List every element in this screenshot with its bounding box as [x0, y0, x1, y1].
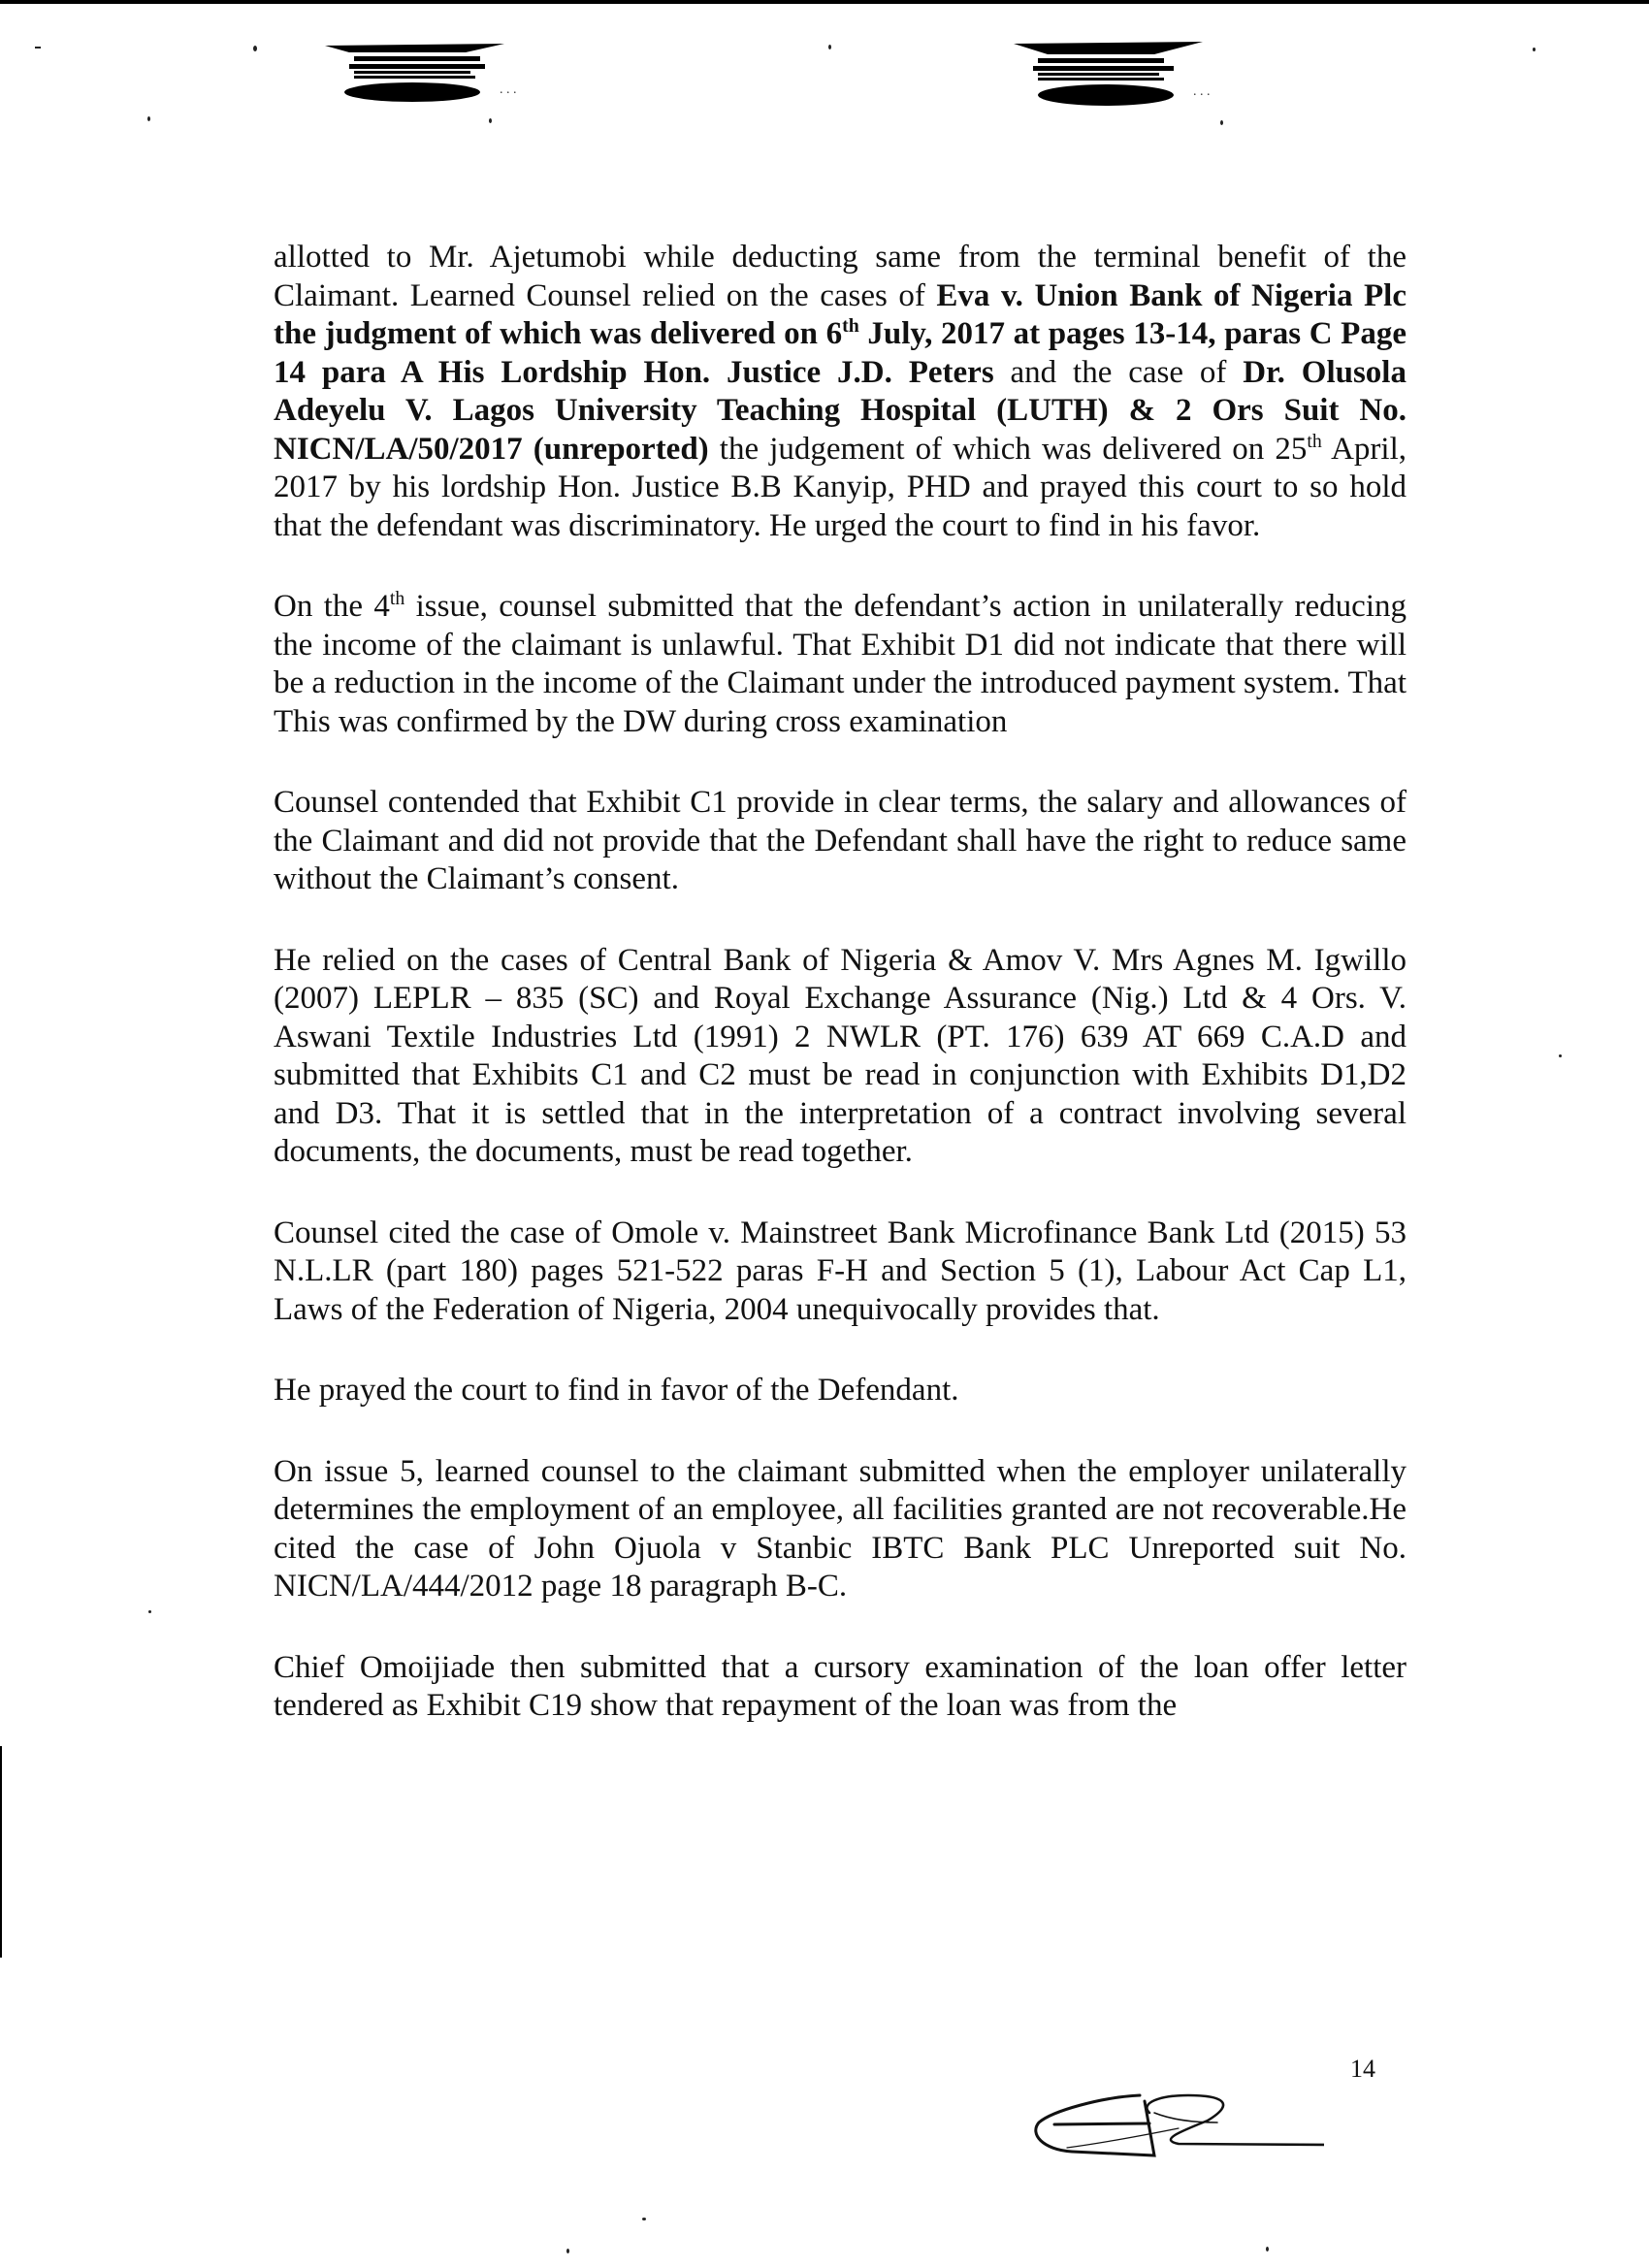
scan-speck: [1533, 48, 1536, 51]
scan-border-top: [0, 0, 1649, 4]
case-citation-eva: Eva v. Union Bank of Nigeria Plc the judgment of which was delivered on 6: [274, 277, 1406, 351]
scan-speck: [566, 2249, 569, 2253]
scan-speck: [828, 45, 831, 49]
text-segment: He prayed the court to find in favor of the Defendant.: [274, 1373, 959, 1408]
ordinal-suffix: th: [389, 588, 405, 609]
text-segment: April, 2017 by his lordship Hon. Justice B.B Kanyip, PHD and prayed this court to so hold that the defendant was discriminatory. He urged the court to find in his favor.: [274, 431, 1406, 543]
page-number: 14: [1350, 2055, 1375, 2083]
ordinal-suffix: th: [842, 315, 859, 337]
paragraph-cases-relied: [274, 942, 1406, 1172]
text-segment: He relied on the cases of Central Bank of Nigeria & Amov V. Mrs Agnes M. Igwillo (2007) LEPLR – 835 (SC) and Royal Exchange Assurance (Nig.) Ltd & 4 Ors. V. Aswani Textile Industries Ltd (1991) 2 NWLR (PT. 176) 639 AT 669 C.A.D and submitted that Exhibits C1 and C2 must be read in conjunction with Exhibits D1,D2 and D3. That it is settled that in the interpretation of a contract involving several documents, the documents, must be read together.: [274, 942, 1406, 1169]
scan-speck: [253, 46, 257, 51]
text-segment: Counsel contended that Exhibit C1 provide in clear terms, the salary and allowances of the Claimant and did not provide that the Defendant shall have the right to reduce same without the Claimant’s consent.: [274, 785, 1406, 896]
scan-speck: [147, 116, 150, 121]
paragraph-issue-4: [274, 588, 1406, 741]
scan-speck: [489, 118, 492, 123]
text-segment: On issue 5, learned counsel to the claimant submitted when the employer unilaterally determines the employment of an employee, all facilities granted are not recoverable.He cited the case of John Ojuola v Stanbic IBTC Bank PLC Unreported suit No. NICN/LA/444/2012 page 18 paragraph B-C.: [274, 1453, 1406, 1604]
text-segment: and the case of: [993, 354, 1244, 390]
scan-speck: [35, 47, 41, 49]
text-segment: allotted to Mr. Ajetumobi while deducting same from the terminal benefit of the Claimant. Learned Counsel relied on the cases of: [274, 240, 1406, 313]
ordinal-suffix: th: [1307, 430, 1322, 452]
paragraph-omole-case: [274, 1215, 1406, 1330]
scan-speck: [148, 1610, 151, 1613]
paragraph-prayer: [274, 1372, 1406, 1410]
redacted-stamp-left: [320, 39, 572, 107]
document-body: [274, 239, 1406, 1726]
svg-text:. . .: . . .: [1193, 84, 1211, 99]
text-segment: Chief Omoijiade then submitted that a cursory examination of the loan offer letter tendered as Exhibit C19 show that repayment of the loan was from the: [274, 1649, 1406, 1723]
paragraph-issue-5: [274, 1453, 1406, 1606]
case-citation-eva-cont: July, 2017 at pages 13-14, paras C Page 14 para A His Lordship Hon. Justice J.D. Peters: [274, 316, 1406, 390]
svg-text:. . .: . . .: [500, 82, 517, 97]
redacted-stamp-right: [1009, 39, 1261, 109]
text-segment: On the 4: [274, 589, 390, 624]
handwritten-signature: [1033, 2093, 1324, 2161]
scan-border-left: [0, 1746, 2, 1958]
scan-speck: [1559, 1054, 1562, 1057]
paragraph-exhibit-c1: [274, 784, 1406, 899]
paragraph-loan-offer: [274, 1649, 1406, 1726]
case-citation-adeyelu: Dr. Olusola Adeyelu V. Lagos University Teaching Hospital (LUTH) & 2 Ors Suit No. NICN/LA/50/2017 (unreported): [274, 354, 1406, 467]
text-segment: the judgement of which was delivered on 25: [708, 431, 1308, 467]
scan-speck: [1220, 120, 1223, 125]
scan-speck: [1266, 2247, 1269, 2252]
text-segment: Counsel cited the case of Omole v. Mainstreet Bank Microfinance Bank Ltd (2015) 53 N.L.LR (part 180) pages 521-522 paras F-H and Section 5 (1), Labour Act Cap L1, Laws of the Federation of Nigeria, 2004 unequivocally provides that.: [274, 1215, 1406, 1327]
scan-speck: [642, 2218, 646, 2220]
paragraph-discrimination-argument: [274, 239, 1406, 545]
text-segment: issue, counsel submitted that the defendant’s action in unilaterally reducing the income of the claimant is unlawful. That Exhibit D1 did not indicate that there will be a reduction in the income of the Claimant under the introduced payment system. That This was confirmed by the DW during cross examination: [274, 589, 1406, 739]
